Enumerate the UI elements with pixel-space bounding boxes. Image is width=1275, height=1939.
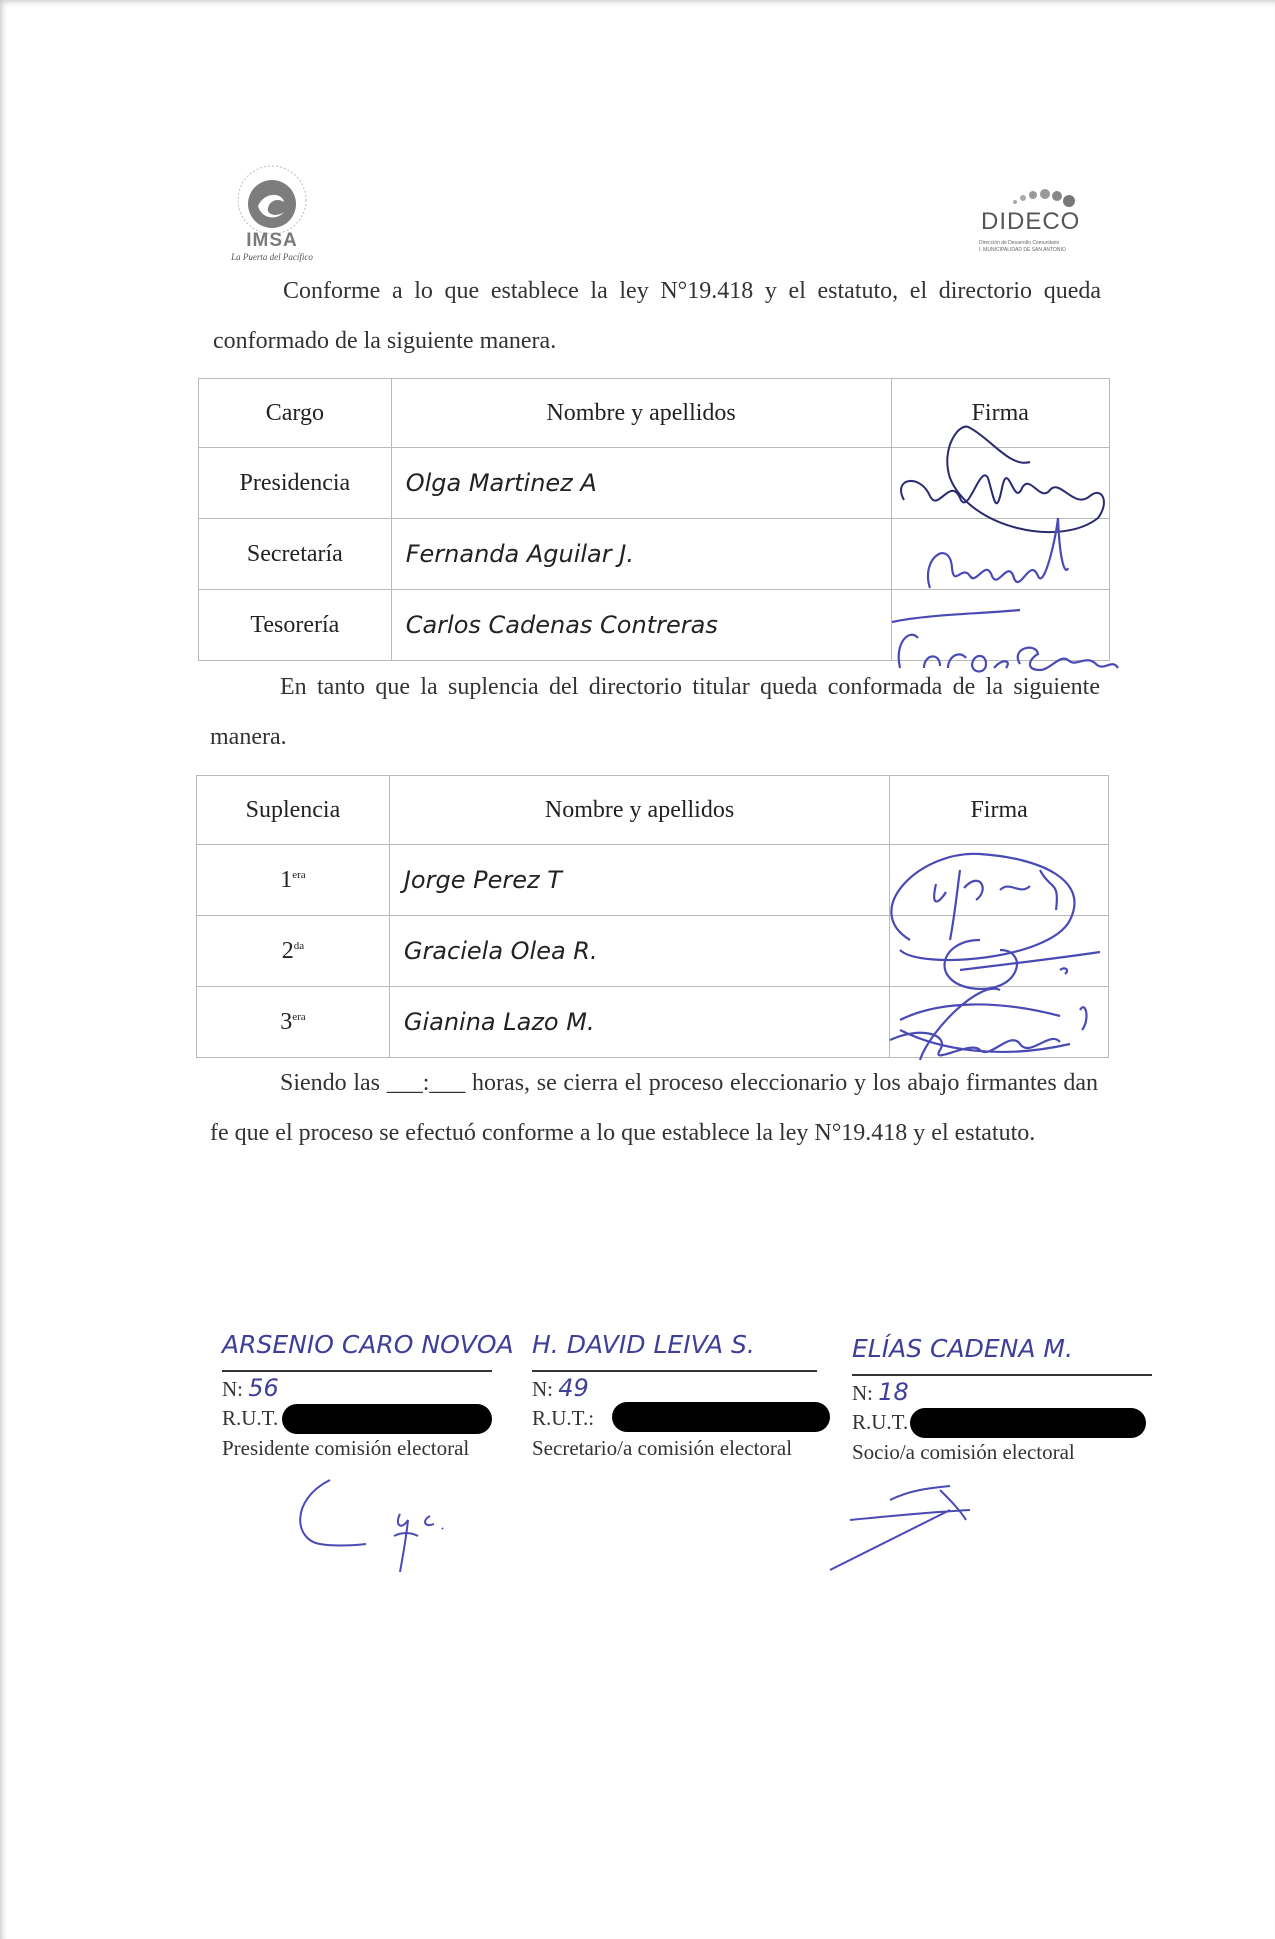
signer-presidente	[222, 1330, 514, 1470]
rut-label: R.U.T.	[222, 1406, 279, 1430]
dideco-logo-subtitle: Dirección de Desarrollo Comunitario	[979, 240, 1060, 246]
suplencia-paragraph: En tanto que la suplencia del directorio titular queda conformada de la siguiente manera.	[210, 674, 1100, 750]
table-row	[199, 590, 1110, 661]
handwritten-name: Jorge Perez T	[389, 845, 889, 916]
order-number: 3	[280, 1008, 293, 1035]
signature-cell	[891, 590, 1110, 661]
comision-signatures	[290, 1460, 1170, 1580]
suplencia-order-cell	[197, 845, 390, 916]
number-label: N:	[532, 1377, 553, 1401]
header-suplencia: Suplencia	[197, 776, 390, 845]
handwritten-name: Carlos Cadenas Contreras	[391, 590, 891, 661]
signature-line	[852, 1374, 1152, 1376]
suplencia-table	[196, 775, 1109, 1058]
table-row	[199, 448, 1110, 519]
table-header-row	[199, 379, 1110, 448]
directorio-table	[198, 378, 1110, 661]
cargo-cell: Tesorería	[199, 590, 392, 661]
socio-signature	[830, 1486, 970, 1570]
member-number	[852, 1378, 909, 1406]
signer-role: Secretario/a comisión electoral	[532, 1436, 793, 1460]
number-value: 49	[558, 1374, 589, 1402]
signer-role: Socio/a comisión electoral	[852, 1440, 1075, 1464]
imsa-logo-tagline: La Puerta del Pacífico	[231, 252, 313, 262]
member-number	[222, 1374, 279, 1402]
dideco-logo-name: DIDECO	[981, 208, 1081, 235]
number-value: 18	[878, 1378, 909, 1406]
presidente-signature	[300, 1480, 443, 1572]
signer-socio	[852, 1334, 1172, 1474]
member-number	[532, 1374, 589, 1402]
imsa-wave-logo-icon	[234, 162, 310, 238]
imsa-logo	[212, 162, 332, 266]
handwritten-name: Olga Martinez A	[391, 448, 891, 519]
dideco-dots-logo-icon	[1009, 186, 1079, 208]
handwritten-name: Fernanda Aguilar J.	[391, 519, 891, 590]
number-label: N:	[222, 1377, 243, 1401]
suplencia-order-cell	[197, 916, 390, 987]
header-nombre: Nombre y apellidos	[389, 776, 889, 845]
imsa-logo-name: IMSA	[246, 230, 298, 251]
signature-line	[222, 1370, 492, 1372]
dideco-logo	[975, 180, 1100, 260]
signature-cell	[890, 987, 1109, 1058]
order-suffix: era	[292, 1010, 306, 1023]
number-value: 56	[248, 1374, 279, 1402]
order-suffix: da	[293, 939, 305, 952]
signature-line	[532, 1370, 817, 1372]
signature-cell	[890, 845, 1109, 916]
cargo-cell: Presidencia	[199, 448, 392, 519]
intro-paragraph: Conforme a lo que establece la ley N°19.418 y el estatuto, el directorio queda conformado de la siguiente manera.	[213, 278, 1101, 354]
rut-label: R.U.T.:	[532, 1406, 595, 1430]
signature-cell	[891, 519, 1110, 590]
rut-redaction	[910, 1408, 1146, 1438]
signer-secretario	[532, 1330, 832, 1470]
table-row	[197, 987, 1109, 1058]
table-row	[197, 916, 1109, 987]
number-label: N:	[852, 1381, 873, 1405]
handwritten-name: Gianina Lazo M.	[389, 987, 889, 1058]
handwritten-name: Graciela Olea R.	[389, 916, 889, 987]
order-suffix: era	[292, 868, 306, 881]
order-number: 2	[281, 937, 294, 964]
header-firma: Firma	[891, 379, 1110, 448]
closing-paragraph: Siendo las ___:___ horas, se cierra el proceso eleccionario y los abajo firmantes dan fe que el proceso se efectuó conforme a lo que establece la ley N°19.418 y el estatuto.	[210, 1070, 1098, 1146]
header-nombre: Nombre y apellidos	[391, 379, 891, 448]
rut-label: R.U.T.	[852, 1410, 909, 1434]
suplencia-order-cell	[197, 987, 390, 1058]
table-header-row	[197, 776, 1109, 845]
table-row	[197, 845, 1109, 916]
rut-redaction	[282, 1404, 492, 1434]
signer-handwritten-name: ARSENIO CARO NOVOA	[222, 1330, 514, 1359]
dideco-logo-subtitle-2: I. MUNICIPALIDAD DE SAN ANTONIO	[979, 247, 1066, 253]
signer-handwritten-name: H. DAVID LEIVA S.	[532, 1330, 755, 1359]
header-cargo: Cargo	[199, 379, 392, 448]
table-row	[199, 519, 1110, 590]
signature-cell	[890, 916, 1109, 987]
header-firma: Firma	[890, 776, 1109, 845]
cargo-cell: Secretaría	[199, 519, 392, 590]
signature-cell	[891, 448, 1110, 519]
rut-redaction	[612, 1402, 830, 1432]
signer-handwritten-name: ELÍAS CADENA M.	[852, 1334, 1073, 1363]
signer-role: Presidente comisión electoral	[222, 1436, 470, 1460]
order-number: 1	[280, 866, 293, 893]
